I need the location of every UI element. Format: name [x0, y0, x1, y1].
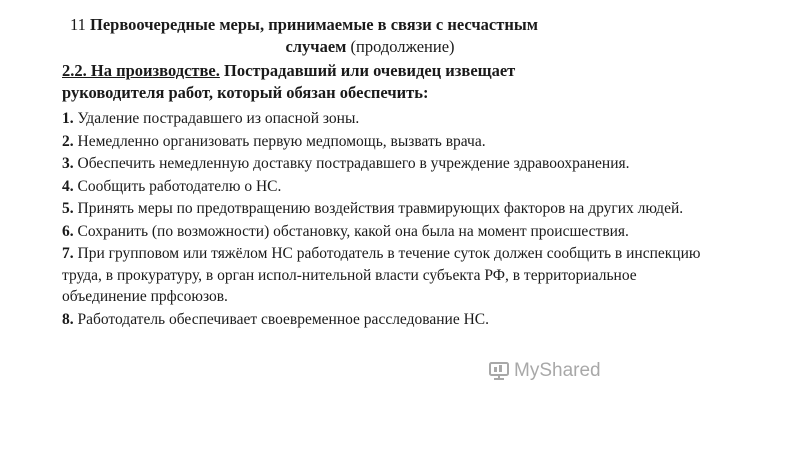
list-item: 5. Принять меры по предотвращению воздействия травмирующих факторов на других людей. — [62, 200, 684, 217]
title-number: 11 — [70, 15, 86, 34]
section-heading — [62, 60, 682, 104]
watermark-text: MyShared — [514, 360, 601, 381]
myshared-watermark — [488, 360, 601, 382]
measures-list — [62, 108, 702, 331]
section-heading-line1: Пострадавший или очевидец извещает — [224, 61, 516, 80]
title-line2-rest: (продолжение) — [350, 37, 455, 56]
list-item: 8. Работодатель обеспечивает своевременное расследование НС. — [62, 310, 489, 328]
list-item: 2. Немедленно организовать первую медпомощь, вызвать врача. — [62, 132, 486, 150]
slide-title — [70, 14, 670, 58]
list-item: 3. Обеспечить немедленную доставку пострадавшего в учреждение здравоохранения. — [62, 155, 630, 172]
section-heading-line2: руководителя работ, который обязан обеспечить: — [62, 83, 429, 102]
list-item: 1. Удаление пострадавшего из опасной зоны. — [62, 110, 360, 127]
title-line1: Первоочередные меры, принимаемые в связи с несчастным — [90, 15, 538, 34]
myshared-logo-icon — [488, 360, 510, 382]
list-item: 7. При групповом или тяжёлом НС работодатель в течение суток должен сообщить в инспекцию труда, в прокуратуру, в орган испол-нительной власти субъекта РФ, в территориальное объединение прфсоюзов. — [62, 245, 701, 305]
title-line2-bold: случаем — [285, 37, 347, 56]
section-number: 2.2. На производстве. — [62, 61, 220, 80]
list-item: 6. Сохранить (по возможности) обстановку, какой она была на момент происшествия. — [62, 222, 629, 240]
list-item: 4. Сообщить работодателю о НС. — [62, 177, 282, 195]
